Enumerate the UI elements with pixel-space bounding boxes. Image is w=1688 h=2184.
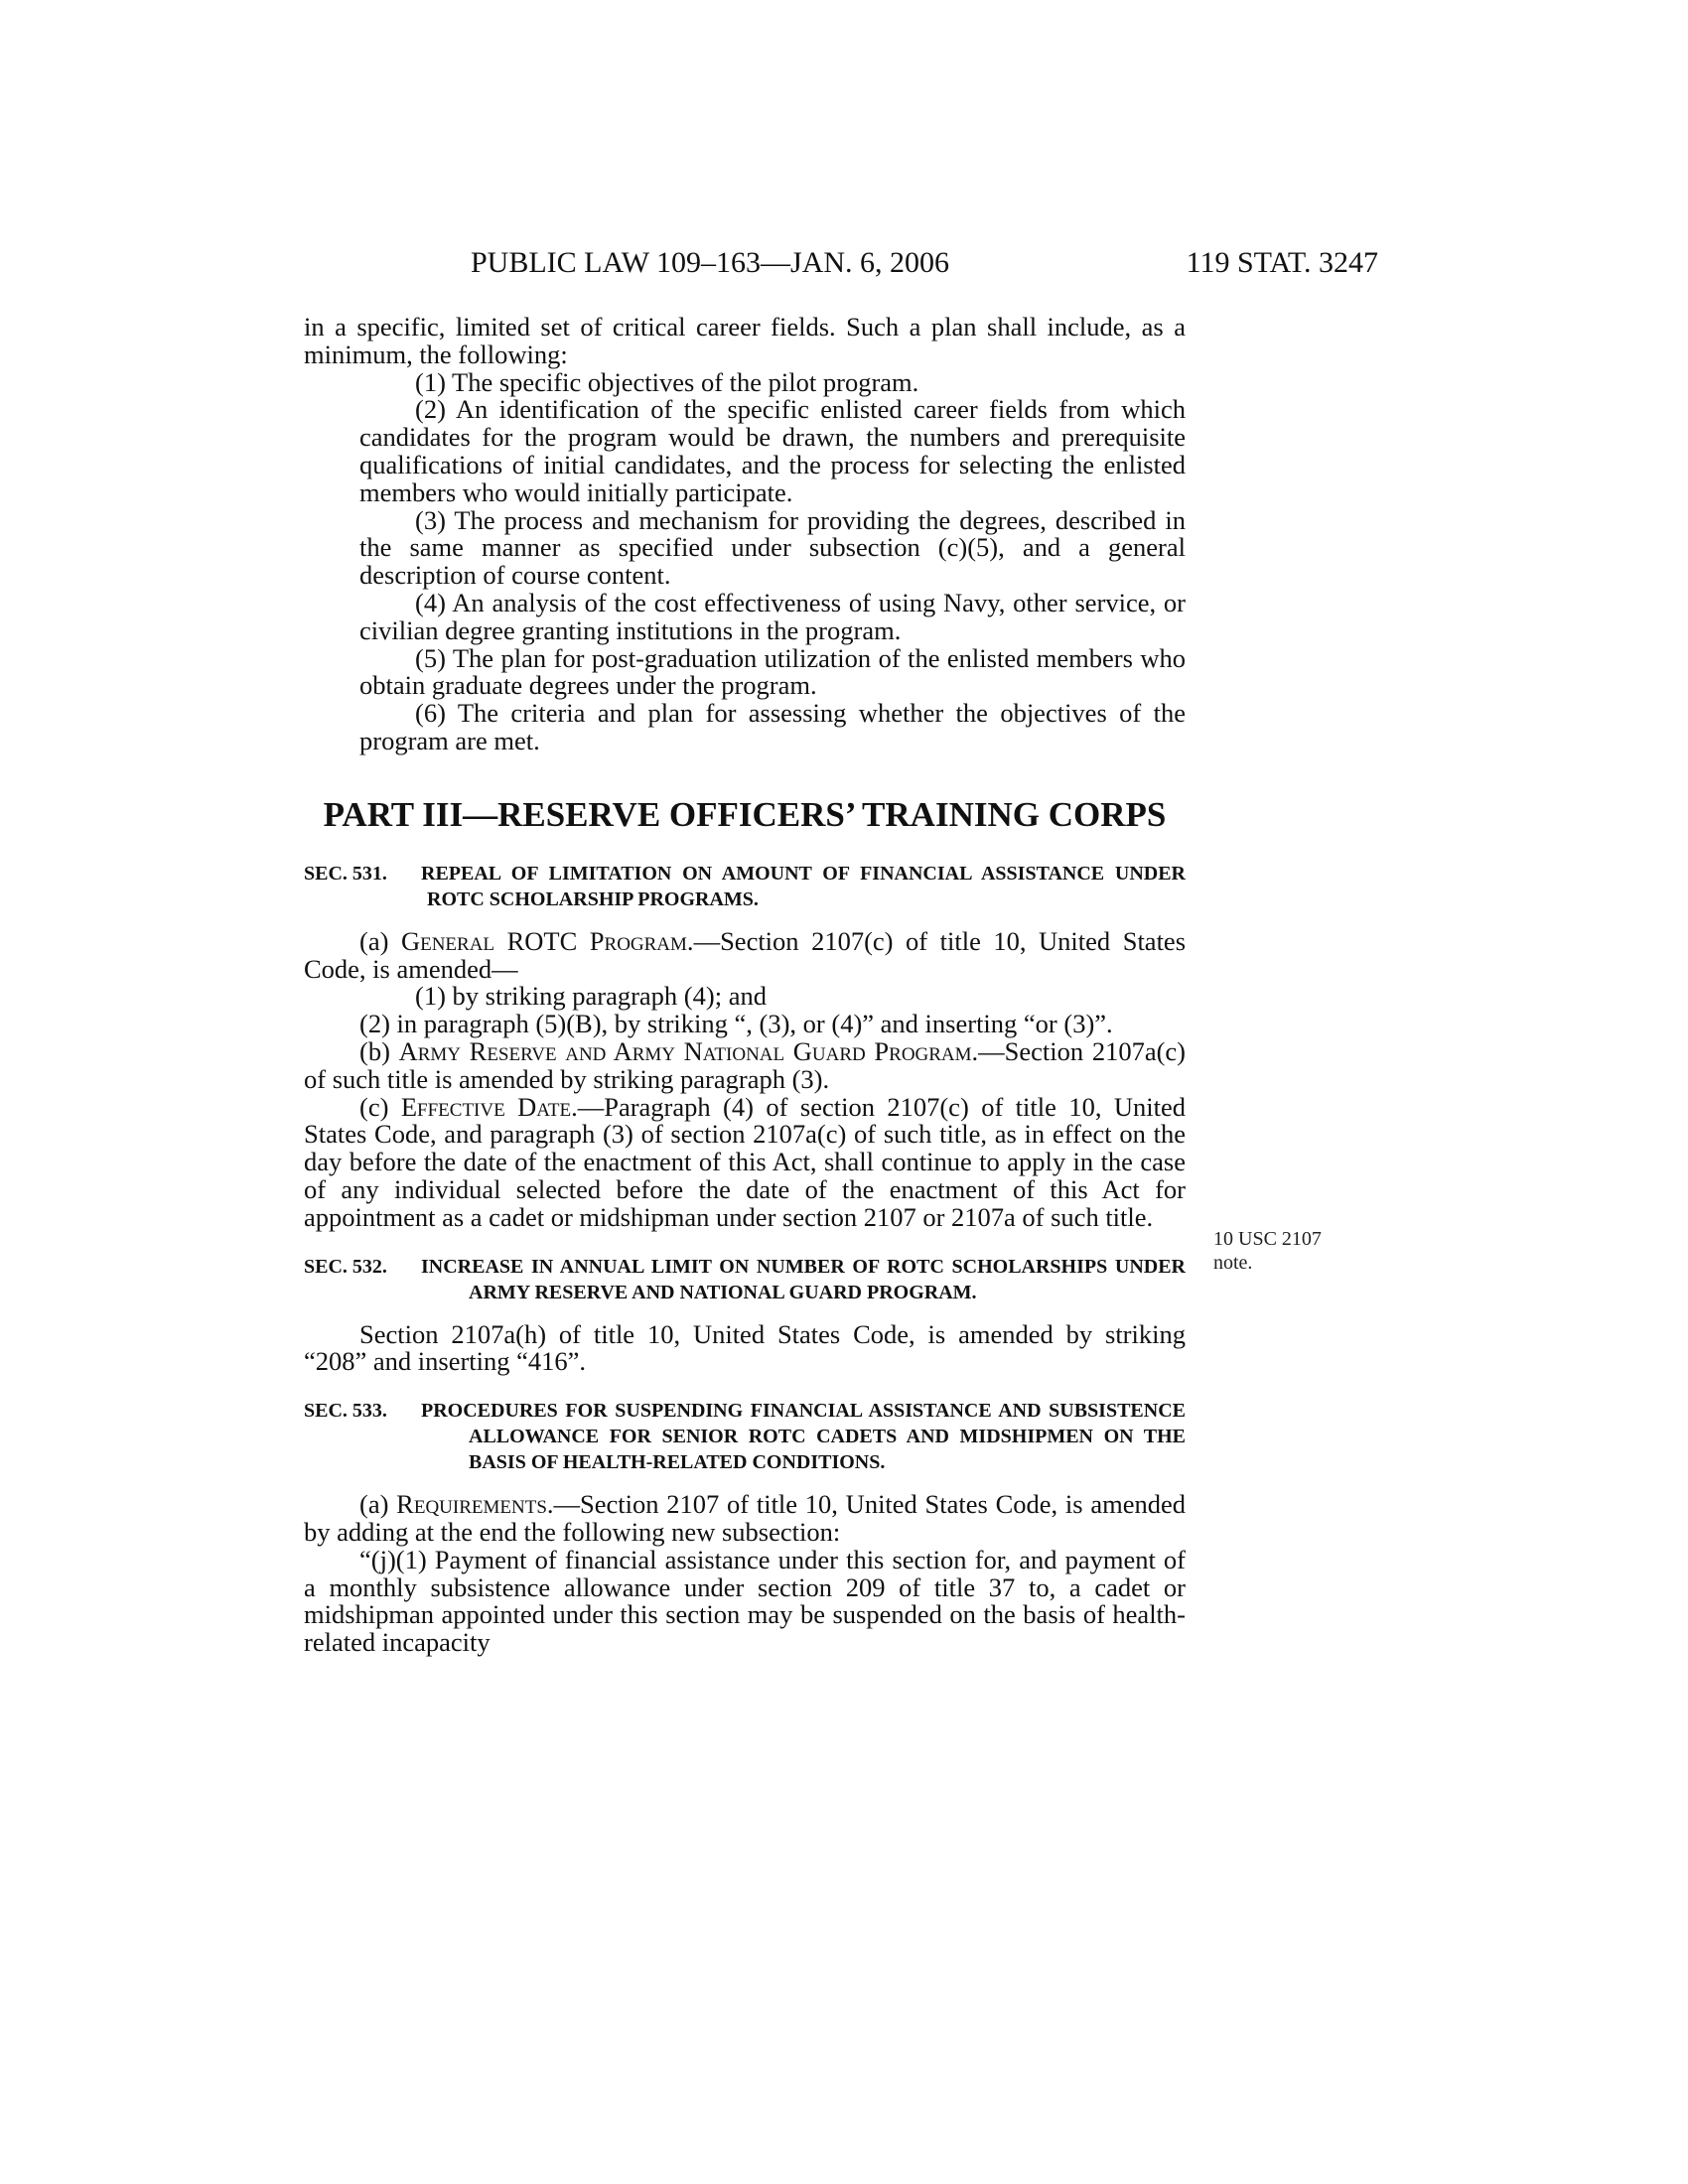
intro-item-1: (1) The specific objectives of the pilot program.: [415, 366, 919, 397]
section-533-title: PROCEDURES FOR SUSPENDING FINANCIAL ASSISTANCE AND SUBSISTENCE ALLOWANCE FOR SENIOR ROTC CADETS AND MIDSHIPMEN ON THE BASIS OF HEALTH-RELATED CONDITIONS.: [421, 1400, 1186, 1474]
section-531-subsection-c: (c) Effective Date.—Paragraph (4) of section 2107(c) of title 10, United States Code, and paragraph (3) of section 2107a(c) of such title, as in effect on the day before the date of the enactment of this Act, shall continue to apply in the case of any individual selected before the date of the enactment of this Act for appointment as a cadet or midshipman under section 2107 or 2107a of such title.: [304, 1091, 1186, 1232]
margin-note: [1213, 1227, 1322, 1275]
page-body: [304, 314, 1186, 1657]
margin-note-suffix: note.: [1213, 1252, 1253, 1274]
intro-item-6: (6) The criteria and plan for assessing whether the objectives of the program are met.: [359, 698, 1186, 755]
part-title: PART III—RESERVE OFFICERS’ TRAINING CORPS: [323, 794, 1167, 834]
section-531-a-item-2: (2) in paragraph (5)(B), by striking “, (3), or (4)” and inserting “or (3)”.: [359, 1009, 1113, 1039]
margin-note-citation: 10 USC 2107: [1213, 1228, 1322, 1250]
subsection-heading: Army Reserve and Army National Guard Program.: [398, 1035, 979, 1066]
section-531-subsection-a: (a) General ROTC Program.—Section 2107(c) of title 10, United States Code, is amended—: [304, 925, 1187, 984]
intro-lead: in a specific, limited set of critical career fields. Such a plan shall include, as a minimum, the following:: [304, 312, 1186, 369]
intro-item-3: (3) The process and mechanism for providing the degrees, described in the same manner as specified under subsection (c)(5), and a general description of course content.: [359, 504, 1186, 591]
section-532-text: Section 2107a(h) of title 10, United States Code, is amended by striking “208” and inserting “416”.: [304, 1318, 1186, 1377]
subsection-heading: Effective Date.: [400, 1091, 578, 1122]
section-532-number: SEC. 532.: [304, 1255, 387, 1278]
intro-item-5: (5) The plan for post-graduation utilization of the enlisted members who obtain graduate degrees under the program.: [359, 642, 1186, 701]
intro-item-2: (2) An identification of the specific enlisted career fields from which candidates for the program would be drawn, the numbers and prerequisite qualifications of initial candidates, and the process for selecting the enlisted members who would initially participate.: [359, 394, 1186, 507]
running-head: PUBLIC LAW 109–163—JAN. 6, 2006: [471, 246, 950, 279]
subsection-heading: Requirements.: [396, 1489, 554, 1520]
section-533-subsection-j: “(j)(1) Payment of financial assistance under this section for, and payment of a monthly subsistence allowance under section 209 of title 37 to, a cadet or midshipman appointed under this section may be suspended on the basis of health-related incapacity: [304, 1544, 1186, 1658]
statute-page-number: 119 STAT. 3247: [1186, 246, 1378, 279]
section-531-subsection-b: (b) Army Reserve and Army National Guard Program.—Section 2107a(c) of such title is amended by striking paragraph (3).: [304, 1035, 1186, 1094]
intro-item-4: (4) An analysis of the cost effectiveness of using Navy, other service, or civilian degree granting institutions in the program.: [359, 587, 1186, 645]
page-header: [306, 246, 1378, 286]
section-531-a-item-1: (1) by striking paragraph (4); and: [415, 981, 767, 1012]
section-531-heading: [304, 861, 1186, 912]
section-531-number: SEC. 531.: [304, 862, 387, 885]
section-533-subsection-a: (a) Requirements.—Section 2107 of title 10, United States Code, is amended by adding at the end the following new subsection:: [304, 1489, 1186, 1547]
section-533-number: SEC. 533.: [304, 1400, 387, 1423]
section-532-heading: [304, 1254, 1186, 1305]
section-531-title: REPEAL OF LIMITATION ON AMOUNT OF FINANCIAL ASSISTANCE UNDER ROTC SCHOLARSHIP PROGRAMS.: [421, 862, 1186, 910]
subsection-heading: General ROTC Program.: [400, 925, 694, 956]
section-532-title: INCREASE IN ANNUAL LIMIT ON NUMBER OF ROTC SCHOLARSHIPS UNDER ARMY RESERVE AND NATIONAL GUARD PROGRAM.: [421, 1255, 1186, 1303]
section-533-heading: [304, 1398, 1186, 1475]
